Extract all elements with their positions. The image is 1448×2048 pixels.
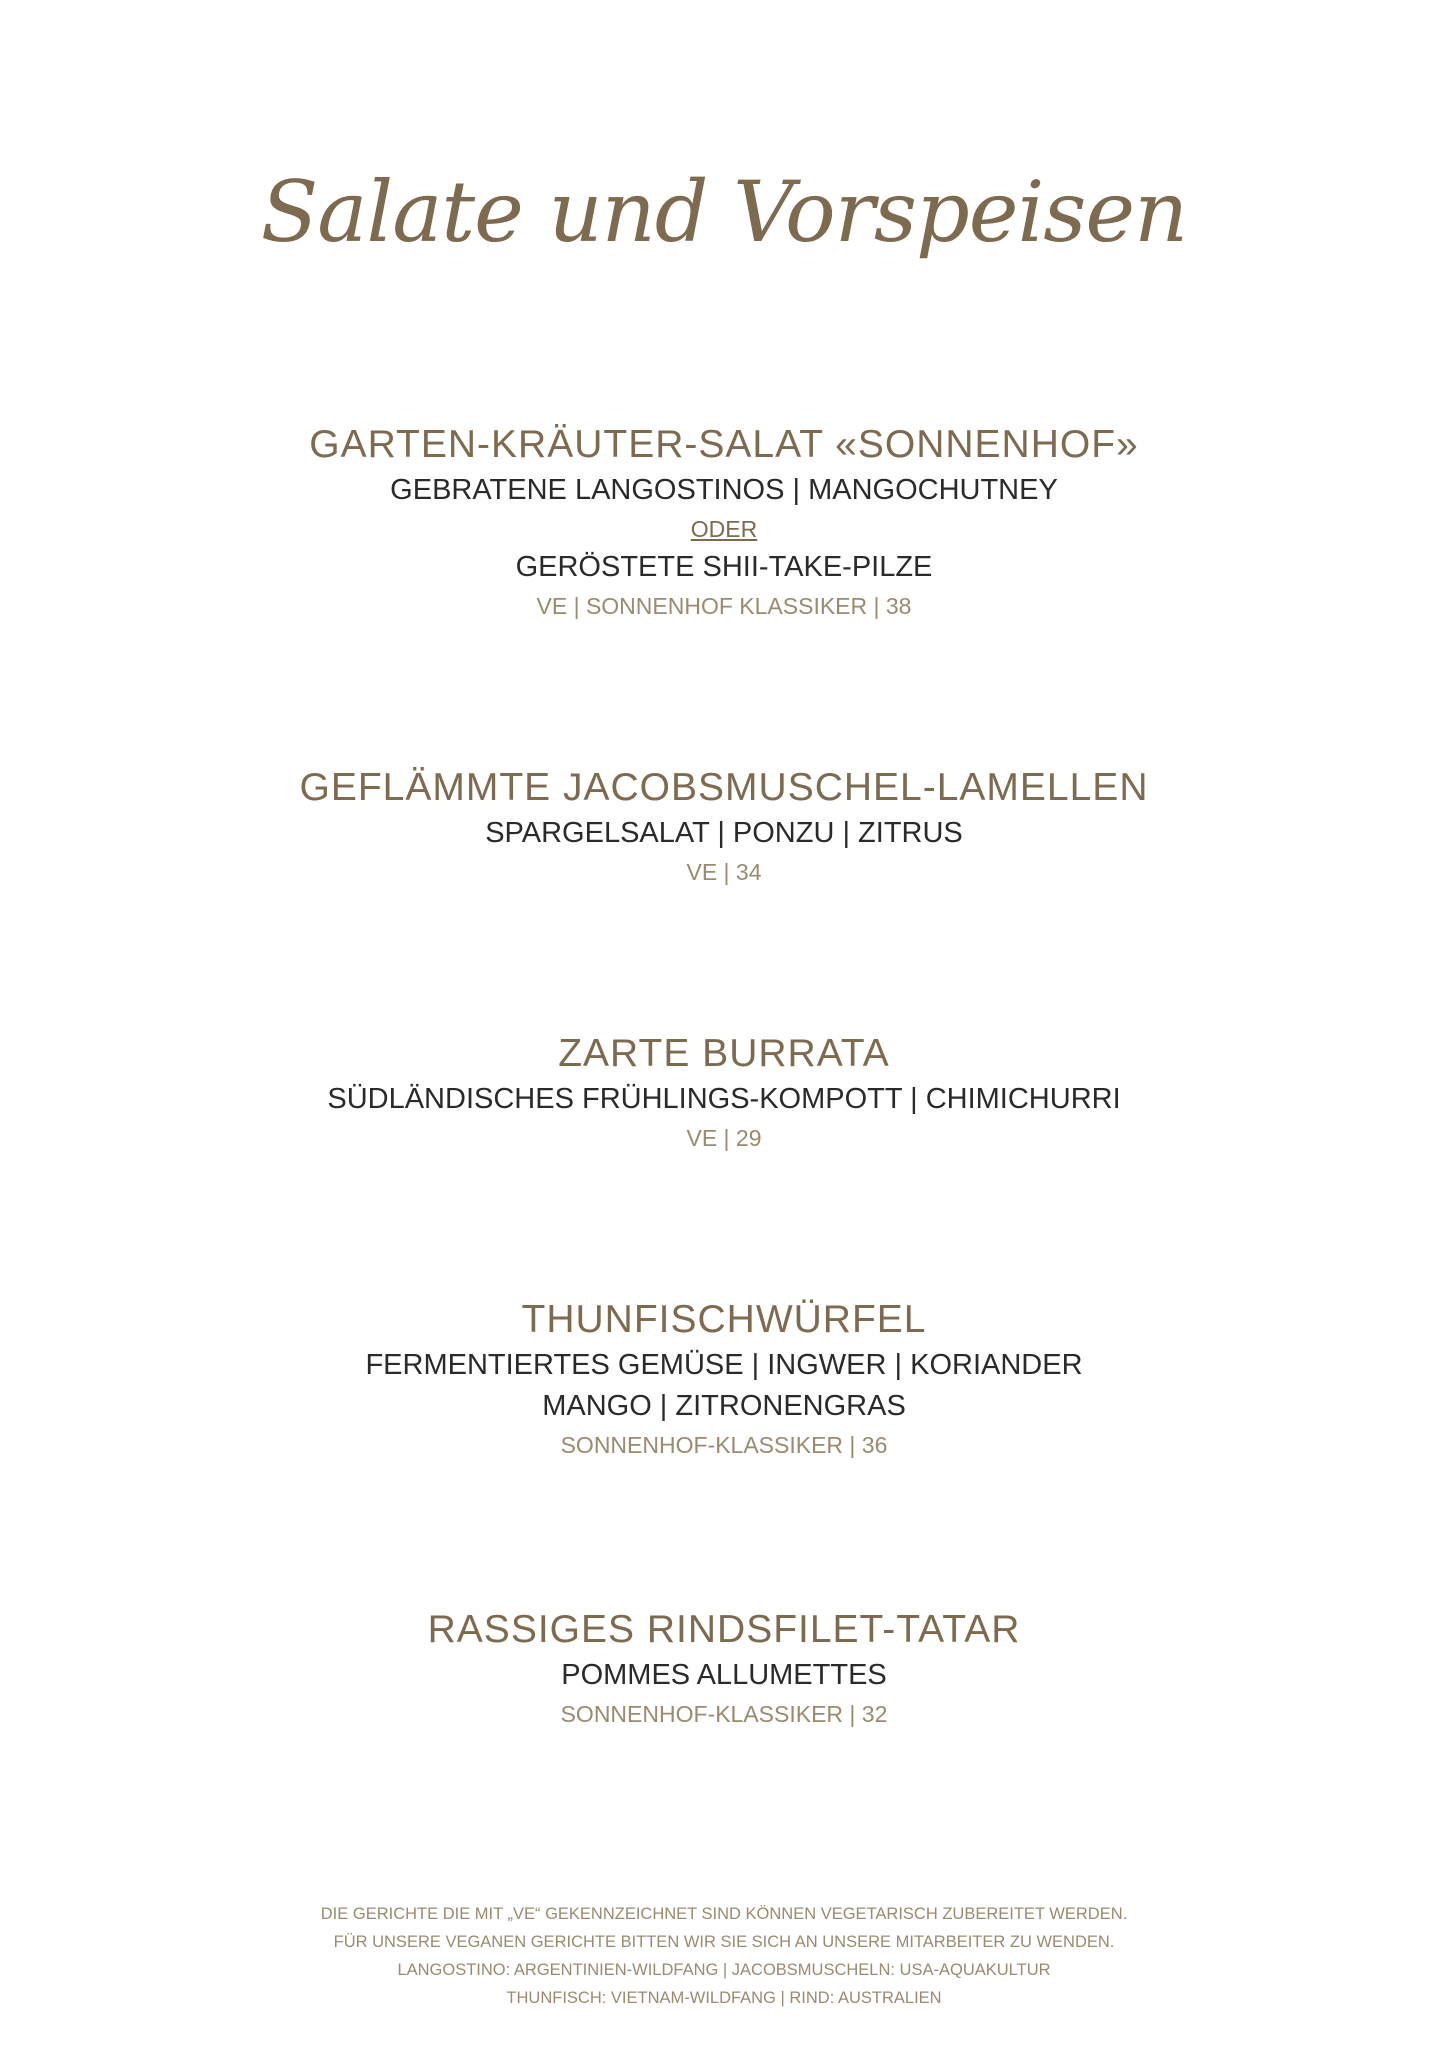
dish-description: POMMES ALLUMETTES	[561, 1659, 887, 1691]
dish-price-info: SONNENHOF-KLASSIKER | 32	[560, 1701, 888, 1727]
dish-description: MANGO | ZITRONENGRAS	[542, 1390, 906, 1422]
dish-title: RASSIGES RINDSFILET-TATAR	[427, 1608, 1021, 1651]
dish-price-info: VE | 29	[686, 1125, 762, 1151]
footer-note: DIE GERICHTE DIE MIT „VE“ GEKENNZEICHNET SIND KÖNNEN VEGETARISCH ZUBEREITET WERDEN.	[320, 1905, 1128, 1923]
dish-description: SÜDLÄNDISCHES FRÜHLINGS-KOMPOTT | CHIMICHURRI	[327, 1083, 1121, 1115]
dish-item	[0, 1605, 1448, 1732]
dish-item	[0, 763, 1448, 890]
dish-item	[0, 420, 1448, 624]
dish-description: GERÖSTETE SHII-TAKE-PILZE	[515, 551, 933, 583]
dish-alternative-separator: ODER	[690, 516, 758, 542]
dish-item	[0, 1295, 1448, 1463]
footer-note: THUNFISCH: VIETNAM-WILDFANG | RIND: AUSTRALIEN	[506, 1989, 942, 2007]
dish-title: THUNFISCHWÜRFEL	[521, 1298, 927, 1341]
dish-description: GEBRATENE LANGOSTINOS | MANGOCHUTNEY	[390, 474, 1058, 506]
dish-description: SPARGELSALAT | PONZU | ZITRUS	[485, 817, 963, 849]
page-title: Salate und Vorspeisen	[260, 163, 1188, 261]
dish-item	[0, 1029, 1448, 1156]
dish-price-info: SONNENHOF-KLASSIKER | 36	[560, 1432, 888, 1458]
dish-title: ZARTE BURRATA	[558, 1032, 890, 1075]
dish-price-info: VE | 34	[686, 859, 762, 885]
dish-description: FERMENTIERTES GEMÜSE | INGWER | KORIANDER	[365, 1349, 1083, 1381]
footer-notes	[0, 1900, 1448, 2012]
footer-note: LANGOSTINO: ARGENTINIEN-WILDFANG | JACOBSMUSCHELN: USA-AQUAKULTUR	[397, 1961, 1051, 1979]
dish-price-info: VE | SONNENHOF KLASSIKER | 38	[536, 593, 912, 619]
footer-note: FÜR UNSERE VEGANEN GERICHTE BITTEN WIR SIE SICH AN UNSERE MITARBEITER ZU WENDEN.	[333, 1933, 1115, 1951]
dish-title: GEFLÄMMTE JACOBSMUSCHEL-LAMELLEN	[299, 766, 1149, 809]
dish-title: GARTEN-KRÄUTER-SALAT «SONNENHOF»	[309, 423, 1139, 466]
